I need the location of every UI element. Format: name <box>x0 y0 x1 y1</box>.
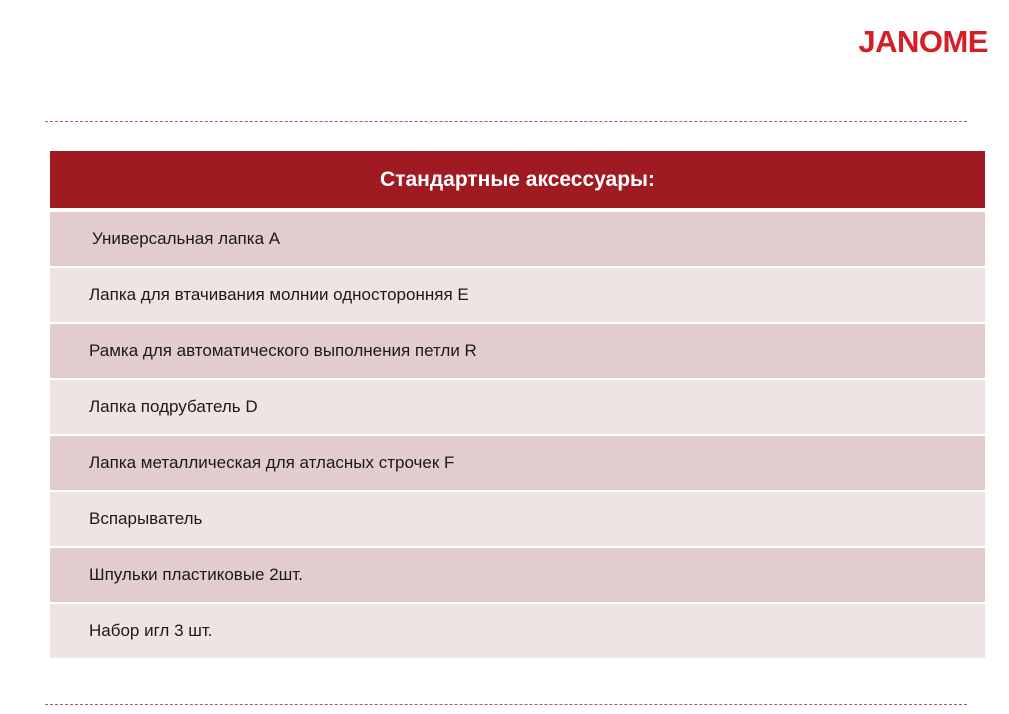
accessories-table <box>50 151 985 658</box>
row-label: Шпульки пластиковые 2шт. <box>89 565 303 584</box>
row-label: Рамка для автоматического выполнения петли R <box>89 341 477 360</box>
table-row <box>50 434 985 490</box>
table-row <box>50 378 985 434</box>
table-row <box>50 266 985 322</box>
table-row <box>50 322 985 378</box>
row-label: Лапка металлическая для атласных строчек F <box>89 453 455 472</box>
table-header: Стандартные аксессуары: <box>50 151 985 208</box>
table-row <box>50 546 985 602</box>
row-label: Вспарыватель <box>89 509 203 528</box>
table-row <box>50 490 985 546</box>
row-label: Лапка подрубатель D <box>89 397 258 416</box>
janome-logo: JANOME <box>858 24 988 59</box>
top-divider <box>45 121 967 122</box>
row-label: Лапка для втачивания молнии односторонняя Е <box>89 285 469 304</box>
table-row <box>50 210 985 266</box>
row-label: Универсальная лапка А <box>92 229 281 248</box>
bottom-divider <box>45 704 967 705</box>
row-label: Набор игл 3 шт. <box>89 621 213 640</box>
table-row <box>50 602 985 658</box>
